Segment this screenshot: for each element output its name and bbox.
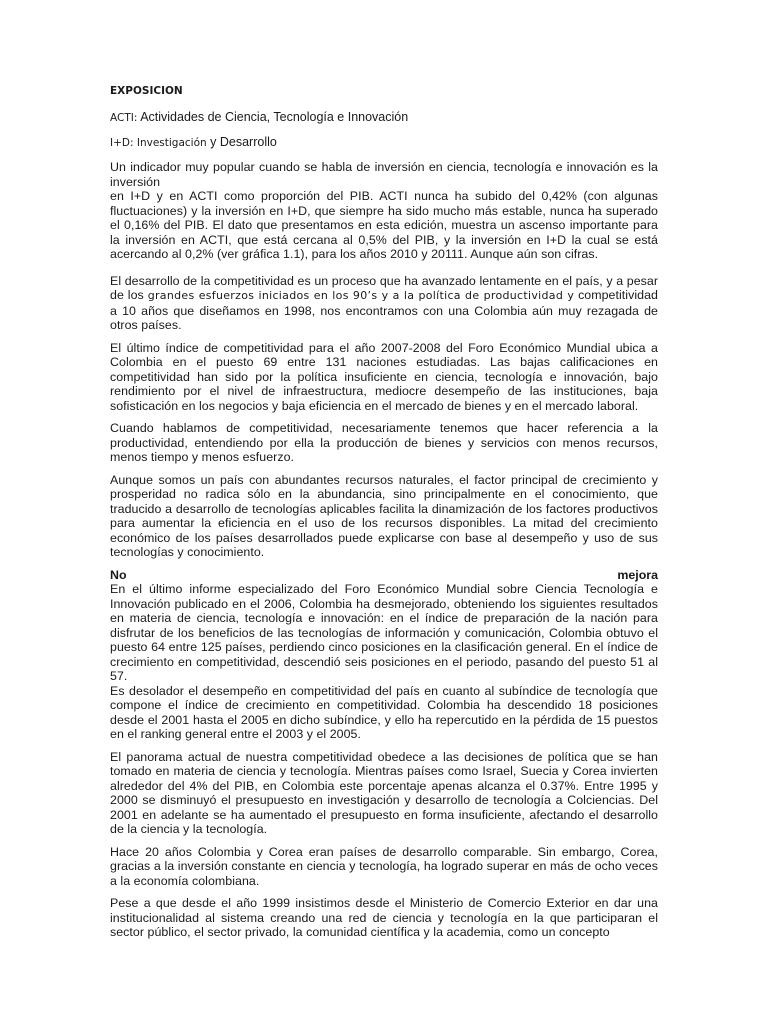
paragraph-panorama: El panorama actual de nuestra competitividad obedece a las decisiones de política que se han tomado en materia de ciencia y tecnología. Mientras países como Israel, Suecia y Corea invierten alrededor del 4% del PIB, en Colombia este porcentaje apenas alcanza el 0.37%. Entre 1995 y 2000 se disminuyó el presupuesto en investigación y desarrollo de tecnología a Colciencias. Del 2001 en adelante se ha aumentado el presupuesto en forma insuficiente, afectando el desarrollo de la ciencia y la tecnología. bbox=[110, 749, 658, 836]
definition-text: y Desarrollo bbox=[210, 135, 277, 149]
section-subheading bbox=[110, 568, 658, 583]
document-page bbox=[110, 84, 658, 940]
paragraph-desempeno-tecnologia: Es desolador el desempeño en competitividad del país en cuanto al subíndice de tecnología que compone el índice de crecimiento en competitividad. Colombia ha descendido 18 posiciones desde el 2001 hasta el 2005 en dicho subíndice, y ello ha repercutido en la pérdida de 15 puestos en el ranking general entre el 2003 y el 2005. bbox=[110, 683, 658, 741]
document-title: EXPOSICION bbox=[110, 85, 183, 97]
definition-acti bbox=[110, 110, 658, 126]
paragraph-informe-foro: En el último informe especializado del Foro Económico Mundial sobre Ciencia Tecnología e Innovación publicado en el 2006, Colombia ha desmejorado, obteniendo los siguientes resultados en materia de ciencia, tecnología e innovación: en el índice de preparación de la nación para disfrutar de los beneficios de las tecnologías de información y comunicación, Colombia obtuvo el puesto 64 entre 125 países, perdiendo cinco posiciones en la clasificación general. En el índice de crecimiento en competitividad, descendió seis posiciones en el periodo, pasando del puesto 51 al 57. bbox=[110, 582, 658, 683]
paragraph-fragment: El desarrollo de la competitividad es un proceso que ha avanzado lentamente en el país, y a pesar de los bbox=[110, 273, 658, 302]
paragraph-ministerio: Pese a que desde el año 1999 insistimos desde el Ministerio de Comercio Exterior en dar una institucionalidad al sistema creando una red de ciencia y tecnología en la que participaran el sector público, el sector privado, la comunidad científica y la academia, como un concepto bbox=[110, 896, 658, 939]
paragraph-recursos-naturales: Aunque somos un país con abundantes recursos naturales, el factor principal de crecimiento y prosperidad no radica sólo en la abundancia, sino principalmente en el conocimiento, que traducido a desarrollo de tecnologías aplicables facilita la dinamización de los factores productivos para aumentar la eficiencia en el uso de los recursos disponibles. La mitad del crecimiento económico de los países desarrollados puede explicarse con base al desempeño y uso de sus tecnologías y conocimiento. bbox=[110, 472, 658, 559]
definition-abbr: ACTI: bbox=[110, 112, 138, 124]
definition-text: Actividades de Ciencia, Tecnología e Innovación bbox=[140, 110, 409, 124]
paragraph-fragment: grandes esfuerzos iniciados en los 90’s y a la política de productividad y bbox=[147, 289, 575, 302]
paragraph-indice-competitividad: El último índice de competitividad para el año 2007-2008 del Foro Económico Mundial ubica a Colombia en el puesto 69 entre 131 naciones estudiadas. Las bajas calificaciones en competitividad han sido por la política insuficiente en ciencia, tecnología e innovación, bajo rendimiento por el nivel de infraestructura, mediocre desempeño de las instituciones, baja sofisticación en los negocios y baja eficiencia en el mercado de bienes y en el mercado laboral. bbox=[110, 340, 658, 413]
paragraph-competitividad bbox=[110, 274, 658, 333]
paragraph-inversion-intro: Un indicador muy popular cuando se habla de inversión en ciencia, tecnología e innovación es la inversión bbox=[110, 160, 658, 189]
subheading-left: No bbox=[110, 567, 127, 582]
paragraph-colombia-corea: Hace 20 años Colombia y Corea eran países de desarrollo comparable. Sin embargo, Corea, gracias a la inversión constante en ciencia y tecnología, ha logrado superar en más de ocho veces a la economía colombiana. bbox=[110, 844, 658, 888]
subheading-right: mejora bbox=[617, 567, 658, 582]
paragraph-inversion-body: en I+D y en ACTI como proporción del PIB. ACTI nunca ha subido del 0,42% (con algunas fluctuaciones) y la inversión en I+D, que siempre ha sido mucho más estable, nunca ha superado el 0,16% del PIB. El dato que presentamos en esta edición, muestra un ascenso importante para la inversión en ACTI, que está cercana al 0,5% del PIB, y la inversión en I+D la cual se está acercando al 0,2% (ver gráfica 1.1), para los años 2010 y 20111. Aunque aún son cifras. bbox=[110, 189, 658, 261]
paragraph-productividad: Cuando hablamos de competitividad, necesariamente tenemos que hacer referencia a la productividad, entendiendo por ella la producción de bienes y servicios con menos recursos, menos tiempo y menos esfuerzo. bbox=[110, 421, 658, 464]
paragraph-fragment: competitividad a 10 años que diseñamos en 1998, nos encontramos con una Colombia aún muy rezagada de otros países. bbox=[110, 288, 658, 332]
definition-id bbox=[110, 135, 658, 151]
definition-abbr: I+D: Investigación bbox=[110, 137, 207, 149]
